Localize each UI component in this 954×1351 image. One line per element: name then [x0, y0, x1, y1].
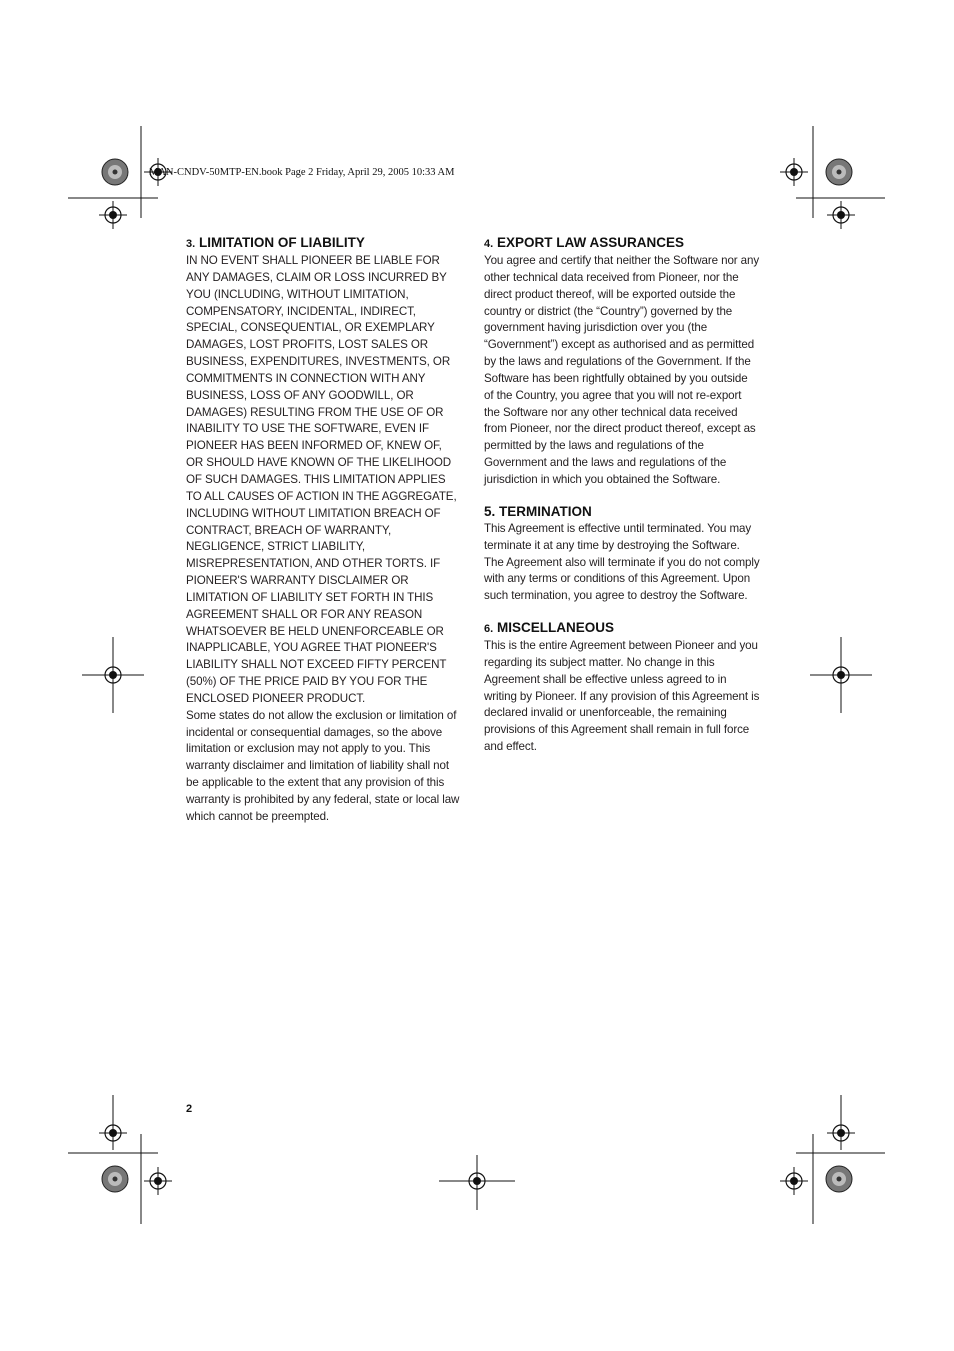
left-column — [186, 234, 462, 840]
section-heading — [484, 234, 760, 253]
section-limitation-of-liability — [186, 234, 462, 826]
registration-mark-icon — [780, 1167, 808, 1195]
section-title: LIMITATION OF LIABILITY — [198, 235, 365, 250]
registration-mark-icon — [99, 1119, 127, 1147]
section-number: 5. — [484, 503, 496, 519]
section-paragraph: Some states do not allow the exclusion or limitation of incidental or consequential damages, so the above limitation or exclusion may not apply to you. This warranty disclaimer and limitation of liability shall not be applicable to the extent that any provision of this warranty is prohibited by any federal, state or local law which cannot be preempted. — [186, 708, 460, 823]
registration-mark-icon — [827, 201, 855, 229]
section-title: EXPORT LAW ASSURANCES — [496, 235, 684, 250]
book-info-header: MAN-CNDV-50MTP-EN.book Page 2 Friday, April 29, 2005 10:33 AM — [149, 167, 455, 178]
section-title: TERMINATION — [499, 503, 592, 519]
section-heading — [186, 234, 462, 253]
registration-mark-icon — [827, 1119, 855, 1147]
section-termination — [484, 503, 760, 605]
registration-mark-icon — [780, 158, 808, 186]
registration-star-icon — [826, 1166, 852, 1192]
section-paragraph: IN NO EVENT SHALL PIONEER BE LIABLE FOR ANY DAMAGES, CLAIM OR LOSS INCURRED BY YOU (INCLUDING, WITHOUT LIMITATION, COMPENSATORY, INCIDENTAL, INDIRECT, SPECIAL, CONSEQUENTIAL, OR EXEMPLARY DAMAGES, LOST PROFITS, LOST SALES OR BUSINESS, EXPENDITURES, INVESTMENTS, OR COMMITMENTS IN CONNECTION WITH ANY BUSINESS, LOSS OF ANY GOODWILL, OR DAMAGES) RESULTING FROM THE USE OF OR INABILITY TO USE THE SOFTWARE, EVEN IF PIONEER HAS BEEN INFORMED OF, KNEW OF, OR SHOULD HAVE KNOWN OF THE LIKELIHOOD OF SUCH DAMAGES. THIS LIMITATION APPLIES TO ALL CAUSES OF ACTION IN THE AGGREGATE, INCLUDING WITHOUT LIMITATION BREACH OF CONTRACT, BREACH OF WARRANTY, NEGLIGENCE, STRICT LIABILITY, MISREPRESENTATION, AND OTHER TORTS. IF PIONEER'S WARRANTY DISCLAIMER OR LIMITATION OF LIABILITY SET FORTH IN THIS AGREEMENT SHALL OR FOR ANY REASON WHATSOEVER BE HELD UNENFORCEABLE OR INAPPLICABLE, YOU AGREE THAT PIONEER'S LIABILITY SHALL NOT EXCEED FIFTY PERCENT (50%) OF THE PRICE PAID BY YOU FOR THE ENCLOSED PIONEER PRODUCT. — [186, 254, 457, 705]
registration-star-icon — [102, 159, 128, 185]
registration-star-icon — [102, 1166, 128, 1192]
section-heading — [484, 503, 760, 521]
section-miscellaneous — [484, 619, 760, 756]
section-export-law-assurances — [484, 234, 760, 489]
section-heading — [484, 619, 760, 638]
section-paragraph: This is the entire Agreement between Pioneer and you regarding its subject matter. No change in this Agreement shall be effective unless agreed to in writing by Pioneer. If any provision of this Agreement is declared invalid or unenforceable, the remaining provisions of this Agreement shall remain in full force and effect. — [484, 639, 760, 754]
section-paragraph: This Agreement is effective until terminated. You may terminate it at any time by destroying the Software. The Agreement also will terminate if you do not comply with any terms or conditions of this Agreement. Upon such termination, you agree to destroy the Software. — [484, 521, 760, 603]
section-title: MISCELLANEOUS — [496, 620, 614, 636]
section-paragraph: You agree and certify that neither the Software nor any other technical data received from Pioneer, nor the direct product thereof, will be exported outside the country or district (the “Country”) governed by the government having jurisdiction over you (the “Government”) except as authorised and as permitted by the laws and regulations of the Government. If the Software has been rightfully obtained by you outside of the Country, you agree that you will not re-export the Software nor any other technical data received from Pioneer, nor the direct product thereof, except as permitted by the laws and regulations of the Government and the laws and regulations of the jurisdiction in which you obtained the Software. — [484, 254, 760, 486]
page-number: 2 — [186, 1103, 193, 1115]
section-number: 4. — [484, 238, 494, 250]
section-number: 3. — [186, 238, 196, 250]
section-number: 6. — [484, 623, 494, 636]
right-column — [484, 234, 760, 770]
registration-mark-icon — [144, 1167, 172, 1195]
registration-mark-icon — [99, 201, 127, 229]
registration-star-icon — [826, 159, 852, 185]
